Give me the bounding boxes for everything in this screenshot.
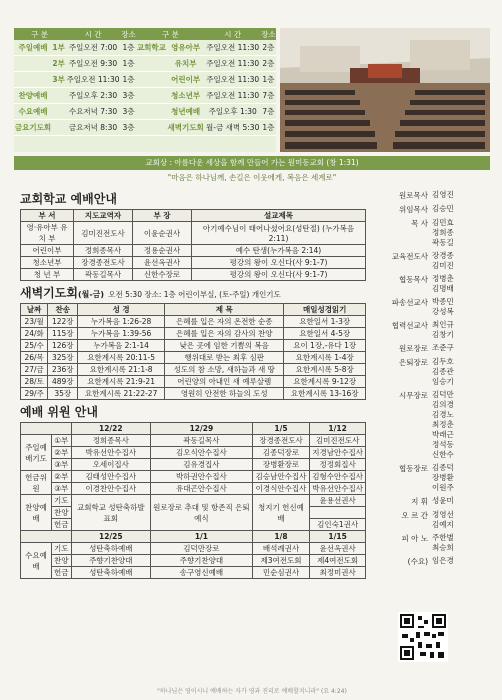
table-row: 27/금 236장 요한계시록 21:1-8 성도의 참 소망, 새하늘과 새 땅 요한계시록 5-8장	[21, 364, 366, 376]
staff-row: 협동목사 정병춘 김명배	[399, 274, 454, 293]
date-header: 1/8	[252, 531, 310, 543]
table-row: 어린이부 정희종목사 정용순권사 예수 탄생(누가복음 2:14)	[21, 245, 366, 257]
date-header: 1/1	[151, 531, 253, 543]
date-header: 12/22	[71, 423, 151, 435]
staff-row: 오 르 간 정영선 김예지	[401, 510, 454, 529]
staff-row: 협력선교사 최인규 김창기	[391, 320, 454, 339]
dawn-table	[20, 303, 366, 400]
school-table	[20, 209, 366, 281]
row-group: 찬양예배	[21, 495, 52, 531]
schedule-row: 금요기도회 금요저녁 8:30 3층 새벽기도회 월-금 새벽 5:30 1층	[14, 120, 276, 136]
col-header: 부 서	[21, 210, 74, 222]
row-group: 헌금위원	[21, 471, 52, 495]
table-row: 25/수 126장 누가복음 2:1-14 낮은 곳에 임한 기쁨의 복음 요이 1장,-유다 1장	[21, 340, 366, 352]
staff-row: 위임목사 김승민	[399, 204, 454, 214]
worship-table: 12/22 12/29 1/5 1/12 주일예배기도 ①부 정희종목사 곽동길목사 장경종전도사 김미진전도사 ②부 박유선안수집사 김오식안수집사 김종덕장로 지경남안수집사 ③부 오세이집사 김유경집사 장병환장로 정정회집사 헌금위원 ②부 김태성안수집사 박하권안수집사 김승남안수집사 김형수안수집사 ③부 이경찬안수집사 유대곤안수집사 이경식안수집사 박유선안수집사 찬양예배 기도 교회학교 성탄축하발표회 원로장로 추대 및 항존직 은퇴예식 청지기 헌신예배 윤용선권사 찬양 헌금 김인숙1권사 12/25 1/1 1/8 1/15 수요예배 기도 성탄축하예배 김덕만장로 배석례권사 윤선옥권사 찬양 주향기찬양대 주향기찬양대 제3여전도회 제4여전도회 헌금 성탄축하예배 송구영신예배 민순심권사 최정미권사	[20, 422, 366, 579]
table-row: 영·유아부 유 치 부 김미진전도사 이윤순권사 아기예수님이 태어나셨어요(성탄절) (누가복음 2:11)	[21, 222, 366, 245]
table-row: 23/월 122장 누가복음 1:26-28 은혜를 입은 자의 온전한 순종 요한일서 1-3장	[21, 316, 366, 328]
col-header: 시 간	[205, 28, 261, 40]
dawn-title: 새벽기도회(월-금) 오전 5:30 장소: 1층 어린이부실, (토-주일) 개인기도	[20, 286, 281, 300]
col-header: 설교제목	[192, 210, 366, 222]
table-row: 청소년부 장경종전도사 윤선옥권사 평강의 왕이 오신다(사 9:1-7)	[21, 257, 366, 269]
table-row: 26/목 325장 요한계시록 20:11-5 행위대로 받는 최후 심판 요한계시록 1-4장	[21, 352, 366, 364]
row-group: 수요예배	[21, 543, 52, 579]
col-header: 부 장	[133, 210, 192, 222]
table-row: 29/주 35장 요한계시록 21:22-27 영원히 안전한 하늘의 도성 요한계시록 13-16장	[21, 388, 366, 400]
staff-row: 피 아 노 주한별 최승희	[401, 533, 454, 552]
date-header: 1/5	[252, 423, 310, 435]
col-header: 시 간	[65, 28, 121, 40]
schedule-row: 주일예배 1부 주일오전 7:00 1층 교회학교 영유아부 주일오전 11:30 2층	[14, 40, 276, 56]
church-motto-banner: 교회상 : 아름다운 세상을 함께 만들어 가는 원미동교회 (창 1:31)	[14, 156, 490, 170]
schedule-row: 찬양예배 주일오후 2:30 3층 청소년부 주일오전 11:30 7층	[14, 88, 276, 104]
main-content	[20, 187, 366, 579]
date-header: 1/15	[310, 531, 366, 543]
staff-row: 교육전도사 장경종 김미진	[391, 251, 454, 270]
table-row: 24/화 115장 누가복음 1:39-56 은혜를 입은 자의 감사의 찬양 요한일서 4-5장	[21, 328, 366, 340]
col-header: 찬송	[48, 304, 78, 316]
col-header: 구 분	[14, 28, 65, 40]
table-row: 청 년 부 곽동길목사 신한수장로 평강의 왕이 오신다(사 9:1-7)	[21, 269, 366, 281]
staff-row: 파송선교사 박종민 강성복	[391, 297, 454, 316]
col-header: 제 목	[165, 304, 284, 316]
sanctuary-photo	[280, 28, 490, 152]
school-title: 교회학교 예배안내	[20, 192, 117, 206]
schedule-row: 수요예배 수요저녁 7:30 3층 청년예배 주일오후 1:30 7층	[14, 104, 276, 120]
date-header: 12/25	[71, 531, 151, 543]
table-row: 28/토 489장 요한계시록 21:9-21 어린양의 아내인 새 예루살렘 요한계시록 9-12장	[21, 376, 366, 388]
worship-schedule	[14, 28, 276, 152]
staff-row: 협동장로 김종덕 장병환 이원주	[399, 463, 454, 492]
col-header: 지도교역자	[74, 210, 133, 222]
staff-row: 원로장로 조준구	[399, 343, 454, 353]
staff-row: 목 사 김민효 정희종 곽동길	[411, 218, 454, 247]
col-header: 날짜	[21, 304, 48, 316]
worship-title: 예배 위원 안내	[20, 405, 98, 419]
schedule-row: 2부 주일오전 9:30 1층 유치부 주일오전 11:30 2층	[14, 56, 276, 72]
date-header: 1/12	[310, 423, 366, 435]
church-slogan: "마음은 하나님께, 손길은 이웃에게, 복음은 세계로"	[167, 173, 337, 182]
staff-row: (수요) 임은경	[407, 556, 454, 566]
staff-list	[368, 190, 492, 570]
row-group: 주일예배기도	[21, 435, 52, 471]
footer-verse: "하나님은 영이시니 예배하는 자가 영과 진리로 예배할지니라" (요 4:24)	[157, 688, 347, 695]
col-header: 구 분	[136, 28, 205, 40]
qr-code[interactable]	[398, 612, 448, 662]
col-header: 성 경	[78, 304, 165, 316]
staff-row: 은퇴장로 김두호 김종관 임승기	[399, 357, 454, 386]
col-header: 매일성경읽기	[284, 304, 366, 316]
staff-row: 시무장로 김덕만 김의경 김경노 최정춘 박래근 정석동 신한수	[399, 390, 454, 459]
staff-row: 원로목사 김영진	[399, 190, 454, 200]
date-header: 12/29	[151, 423, 253, 435]
col-header: 장소	[261, 29, 276, 39]
schedule-row: 3부 주일오전 11:30 1층 어린이부 주일오전 11:30 1층	[14, 72, 276, 88]
col-header: 장소	[121, 29, 136, 39]
staff-row: 지 휘 성윤미	[411, 496, 454, 506]
